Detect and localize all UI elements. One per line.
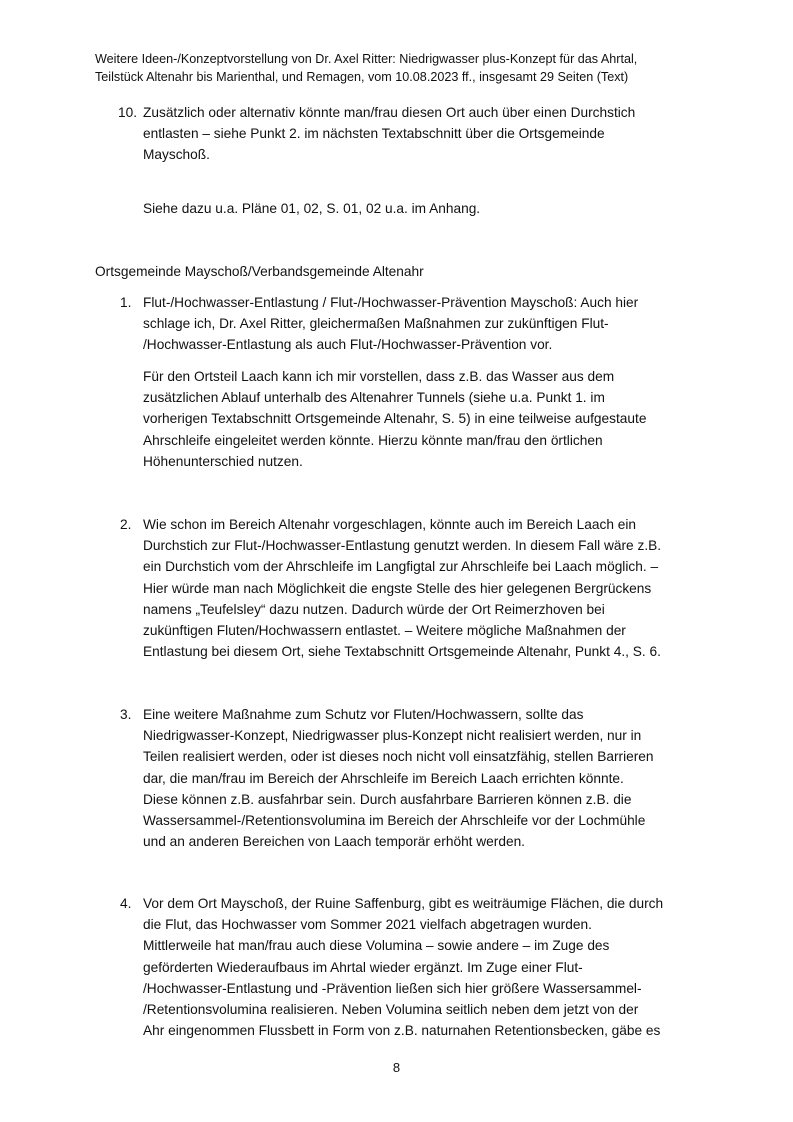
text-line: die Flut, das Hochwasser vom Sommer 2021 vielfach abgetragen wurden. <box>143 917 592 933</box>
text-line: namens „Teufelsley“ dazu nutzen. Dadurch würde der Ort Reimerzhoven bei <box>143 601 605 617</box>
header-line-2: Teilstück Altenahr bis Marienthal, und Remagen, vom 10.08.2023 ff., insgesamt 29 Seiten (Text) <box>95 70 629 84</box>
text-line: Wie schon im Bereich Altenahr vorgeschlagen, könnte auch im Bereich Laach ein <box>143 517 637 532</box>
text-line: Mittlerweile hat man/frau auch diese Volumina – sowie andere – im Zuge des <box>143 938 610 954</box>
text-line: entlasten – siehe Punkt 2. im nächsten Textabschnitt über die Ortsgemeinde <box>143 126 605 142</box>
item-10-text <box>143 102 723 166</box>
item-3-number: 3. <box>120 707 132 722</box>
text-line: Hier würde man nach Möglichkeit die engste Stelle des hier gelegenen Bergrückens <box>143 580 652 596</box>
text-line: /Retentionsvolumina realisieren. Neben Volumina seitlich neben dem jetzt von der <box>143 1002 639 1018</box>
text-line: ein Durchstich vom der Ahrschleife im Langfigtal zur Ahrschleife bei Laach möglich. – <box>143 559 659 575</box>
item-1-text <box>143 292 723 356</box>
text-line: Durchstich zur Flut-/Hochwasser-Entlastung genutzt werden. In diesem Fall wäre z.B. <box>143 538 662 554</box>
item-2-number: 2. <box>120 517 132 532</box>
text-line: Flut-/Hochwasser-Entlastung / Flut-/Hochwasser-Prävention Mayschoß: Auch hier <box>143 295 639 310</box>
item-10-number: 10. <box>118 105 138 120</box>
text-line: Ahrschleife eingeleitet werden könnte. Hierzu könnte man/frau den örtlichen <box>143 432 603 448</box>
item-1-number: 1. <box>120 295 132 310</box>
text-line: /Hochwasser-Entlastung als auch Flut-/Hochwasser-Prävention vor. <box>143 337 553 353</box>
item-3-text <box>143 704 723 852</box>
text-line: zusätzlichen Ablauf unterhalb des Altenahrer Tunnels (siehe u.a. Punkt 1. im <box>143 390 605 406</box>
text-line: schlage ich, Dr. Axel Ritter, gleichermaßen Maßnahmen zur zukünftigen Flut- <box>143 316 609 332</box>
item-4-text <box>143 893 723 1041</box>
section-title: Ortsgemeinde Mayschoß/Verbandsgemeinde Altenahr <box>95 264 424 279</box>
text-line: /Hochwasser-Entlastung und -Prävention ließen sich hier größere Wassersammel- <box>143 980 642 996</box>
text-line: Vor dem Ort Mayschoß, der Ruine Saffenburg, gibt es weiträumige Flächen, die durch <box>143 896 664 911</box>
page-number: 8 <box>392 1060 401 1075</box>
text-line: Ahr eingenommen Flussbett in Form von z.B. naturnahen Retentionsbecken, gäbe es <box>143 1023 661 1039</box>
text-line: und an anderen Bereichen von Laach temporär erhöht werden. <box>143 834 525 850</box>
page-header <box>95 50 735 86</box>
text-line: zukünftigen Fluten/Hochwassern entlastet. – Weitere mögliche Maßnahmen der <box>143 623 626 639</box>
text-line: Entlastung bei diesem Ort, siehe Textabschnitt Ortsgemeinde Altenahr, Punkt 4., S. 6. <box>143 644 661 660</box>
item-1-paragraph-2 <box>143 366 723 472</box>
text-line: dar, die man/frau im Bereich der Ahrschleife im Bereich Laach errichten könnte. <box>143 770 624 786</box>
item-4-number: 4. <box>120 896 132 911</box>
text-line: Niedrigwasser-Konzept, Niedrigwasser plus-Konzept nicht realisiert werden, nur in <box>143 728 642 744</box>
text-line: Diese können z.B. ausfahrbar sein. Durch ausfahrbare Barrieren können z.B. die <box>143 791 632 807</box>
text-line: Mayschoß. <box>143 147 210 163</box>
item-2-text <box>143 514 723 662</box>
text-line: Teilen realisiert werden, oder ist dieses noch nicht voll einsatzfähig, stellen Barrieren <box>143 749 654 765</box>
text-line: Für den Ortsteil Laach kann ich mir vorstellen, dass z.B. das Wasser aus dem <box>143 369 615 384</box>
text-line: vorherigen Textabschnitt Ortsgemeinde Altenahr, S. 5) in eine teilweise aufgestaute <box>143 411 647 427</box>
text-line: geförderten Wiederaufbaus im Ahrtal wieder ergänzt. Im Zuge einer Flut- <box>143 959 583 975</box>
text-line: Eine weitere Maßnahme zum Schutz vor Fluten/Hochwassern, sollte das <box>143 707 584 722</box>
header-line-1: Weitere Ideen-/Konzeptvorstellung von Dr. Axel Ritter: Niedrigwasser plus-Konzept für das Ahrtal, <box>95 52 638 66</box>
see-also-note: Siehe dazu u.a. Pläne 01, 02, S. 01, 02 u.a. im Anhang. <box>143 201 481 216</box>
text-line: Wassersammel-/Retentionsvolumina im Bereich der Ahrschleife vor der Lochmühle <box>143 813 646 829</box>
text-line: Höhenunterschied nutzen. <box>143 453 303 469</box>
text-line: Zusätzlich oder alternativ könnte man/frau diesen Ort auch über einen Durchstich <box>143 105 636 120</box>
